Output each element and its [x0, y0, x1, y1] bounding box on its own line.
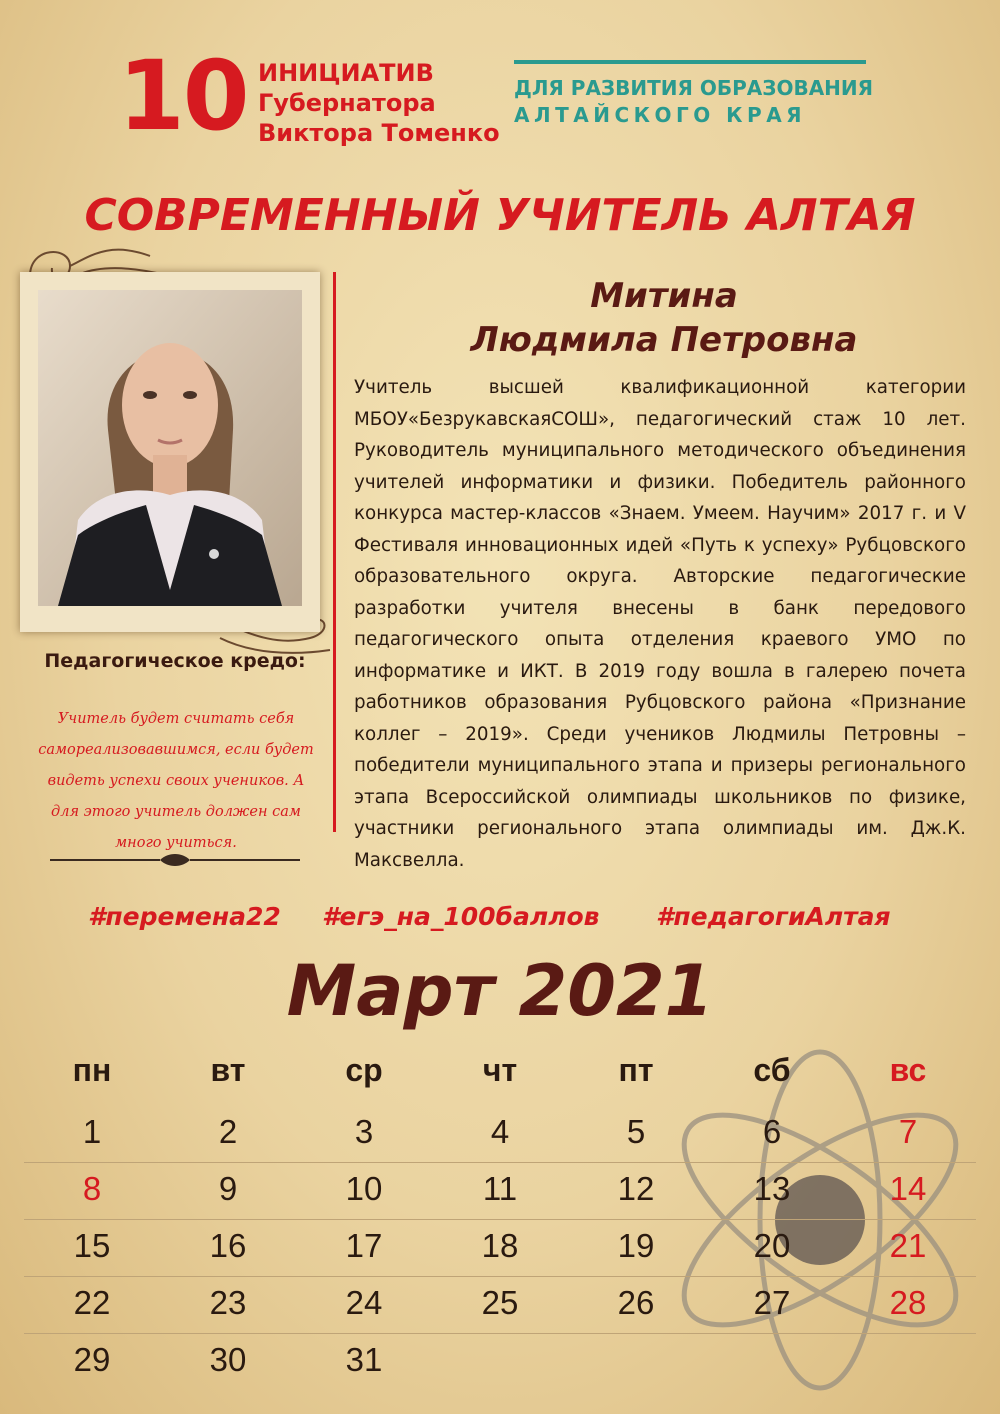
- teal-divider: [514, 60, 866, 64]
- teacher-bio: Учитель высшей квалификационной категории МБОУ«БезрукавскаяСОШ», педагогический стаж 10 лет. Руководитель муниципального методического объединения учителей информатики и физики. Победитель районного конкурса мастер-классов «Знаем. Умеем. Научим» 2017 г. и V Фестиваля инновационных идей «Путь к успеху» Рубцовского образовательного округа. Авторские педагогические разработки учителя внесены в банк передового педагогического опыта отделения краевого УМО по информатике и ИКТ. В 2019 году вошла в галерею почета работников образования Рубцовского района «Признание коллег – 2019». Среди учеников Людмилы Петровны – победители муниципального этапа и призеры регионального этапа Всероссийской олимпиады школьников по физике, участники регионального этапа олимпиады им. Дж.К. Максвелла.: [354, 377, 966, 871]
- calendar-day: 9: [218, 1170, 238, 1207]
- calendar-day: 4: [490, 1113, 510, 1150]
- calendar-day: 22: [73, 1284, 111, 1321]
- calendar-day: 2: [218, 1113, 238, 1150]
- calendar-week-row: [24, 1162, 976, 1219]
- teacher-photo: [38, 290, 302, 606]
- credo-title: Педагогическое кредо:: [44, 650, 306, 672]
- calendar-week-row: [24, 1105, 976, 1162]
- hashtag-pedagogi: #педагогиАлтая: [656, 902, 891, 931]
- calendar-day: 17: [345, 1227, 383, 1264]
- calendar-day: 21: [889, 1227, 927, 1264]
- calendar-day: 18: [481, 1227, 519, 1264]
- education-line-2: АЛТАЙСКОГО КРАЯ: [514, 103, 807, 127]
- calendar-day: 12: [617, 1170, 655, 1207]
- calendar-day: 8: [82, 1170, 102, 1207]
- weekday-wed: ср: [345, 1052, 383, 1088]
- week-divider: [24, 1276, 976, 1277]
- weekday-sun: вс: [889, 1052, 927, 1088]
- calendar-day: 15: [73, 1227, 111, 1264]
- calendar-day: 23: [209, 1284, 247, 1321]
- month-title: Март 2021: [286, 950, 714, 1032]
- weekday-tue: вт: [210, 1052, 246, 1088]
- hashtag-peremena: #перемена22: [88, 902, 281, 931]
- calendar-day: 30: [209, 1341, 247, 1378]
- vertical-divider: [333, 272, 336, 832]
- weekday-sat: сб: [753, 1052, 791, 1088]
- calendar-day: 28: [889, 1284, 927, 1321]
- week-divider: [24, 1333, 976, 1334]
- calendar-day: 26: [617, 1284, 655, 1321]
- calendar-day: 6: [762, 1113, 782, 1150]
- teacher-surname: Митина: [590, 276, 738, 316]
- page-title: СОВРЕМЕННЫЙ УЧИТЕЛЬ АЛТАЯ: [84, 190, 916, 241]
- calendar-week-row: [24, 1333, 976, 1390]
- calendar-day: 11: [482, 1170, 518, 1207]
- calendar-grid: [24, 1048, 976, 1390]
- teacher-photo-frame: [20, 272, 320, 632]
- initiative-line-1: ИНИЦИАТИВ: [258, 59, 434, 87]
- teacher-given-names: Людмила Петровна: [470, 320, 858, 360]
- calendar-day: 27: [753, 1284, 791, 1321]
- weekday-header-row: [24, 1048, 976, 1105]
- week-divider: [24, 1219, 976, 1220]
- credo-divider-icon: [40, 852, 310, 868]
- initiative-line-2: Губернатора: [258, 89, 436, 117]
- education-line-1: ДЛЯ РАЗВИТИЯ ОБРАЗОВАНИЯ: [514, 76, 874, 100]
- calendar-day: 13: [753, 1170, 791, 1207]
- calendar-week-row: [24, 1219, 976, 1276]
- hashtag-ege: #егэ_на_100баллов: [322, 902, 600, 931]
- initiative-number: 10: [118, 40, 248, 152]
- calendar-day: 16: [209, 1227, 247, 1264]
- calendar-day: 25: [481, 1284, 519, 1321]
- calendar-day: 24: [345, 1284, 383, 1321]
- weekday-thu: чт: [482, 1052, 518, 1088]
- calendar-week-row: [24, 1276, 976, 1333]
- initiative-line-3: Виктора Томенко: [258, 119, 500, 147]
- calendar-weeks: [24, 1105, 976, 1390]
- week-divider: [24, 1162, 976, 1163]
- calendar-day: 3: [354, 1113, 374, 1150]
- weekday-mon: пн: [72, 1052, 112, 1088]
- weekday-fri: пт: [618, 1052, 654, 1088]
- calendar-day: 20: [753, 1227, 791, 1264]
- credo-text: Учитель будет считать себя самореализовавшимся, если будет видеть успехи своих учеников. А для этого учитель должен сам много учиться.: [38, 711, 314, 851]
- calendar-day: 19: [617, 1227, 655, 1264]
- calendar-day: 5: [626, 1113, 646, 1150]
- calendar-day: 14: [889, 1170, 927, 1207]
- calendar-day: 1: [82, 1113, 102, 1150]
- calendar-day: 29: [73, 1341, 111, 1378]
- calendar-day: 7: [898, 1113, 918, 1150]
- calendar-day: 31: [345, 1341, 383, 1378]
- calendar-day: 10: [345, 1170, 383, 1207]
